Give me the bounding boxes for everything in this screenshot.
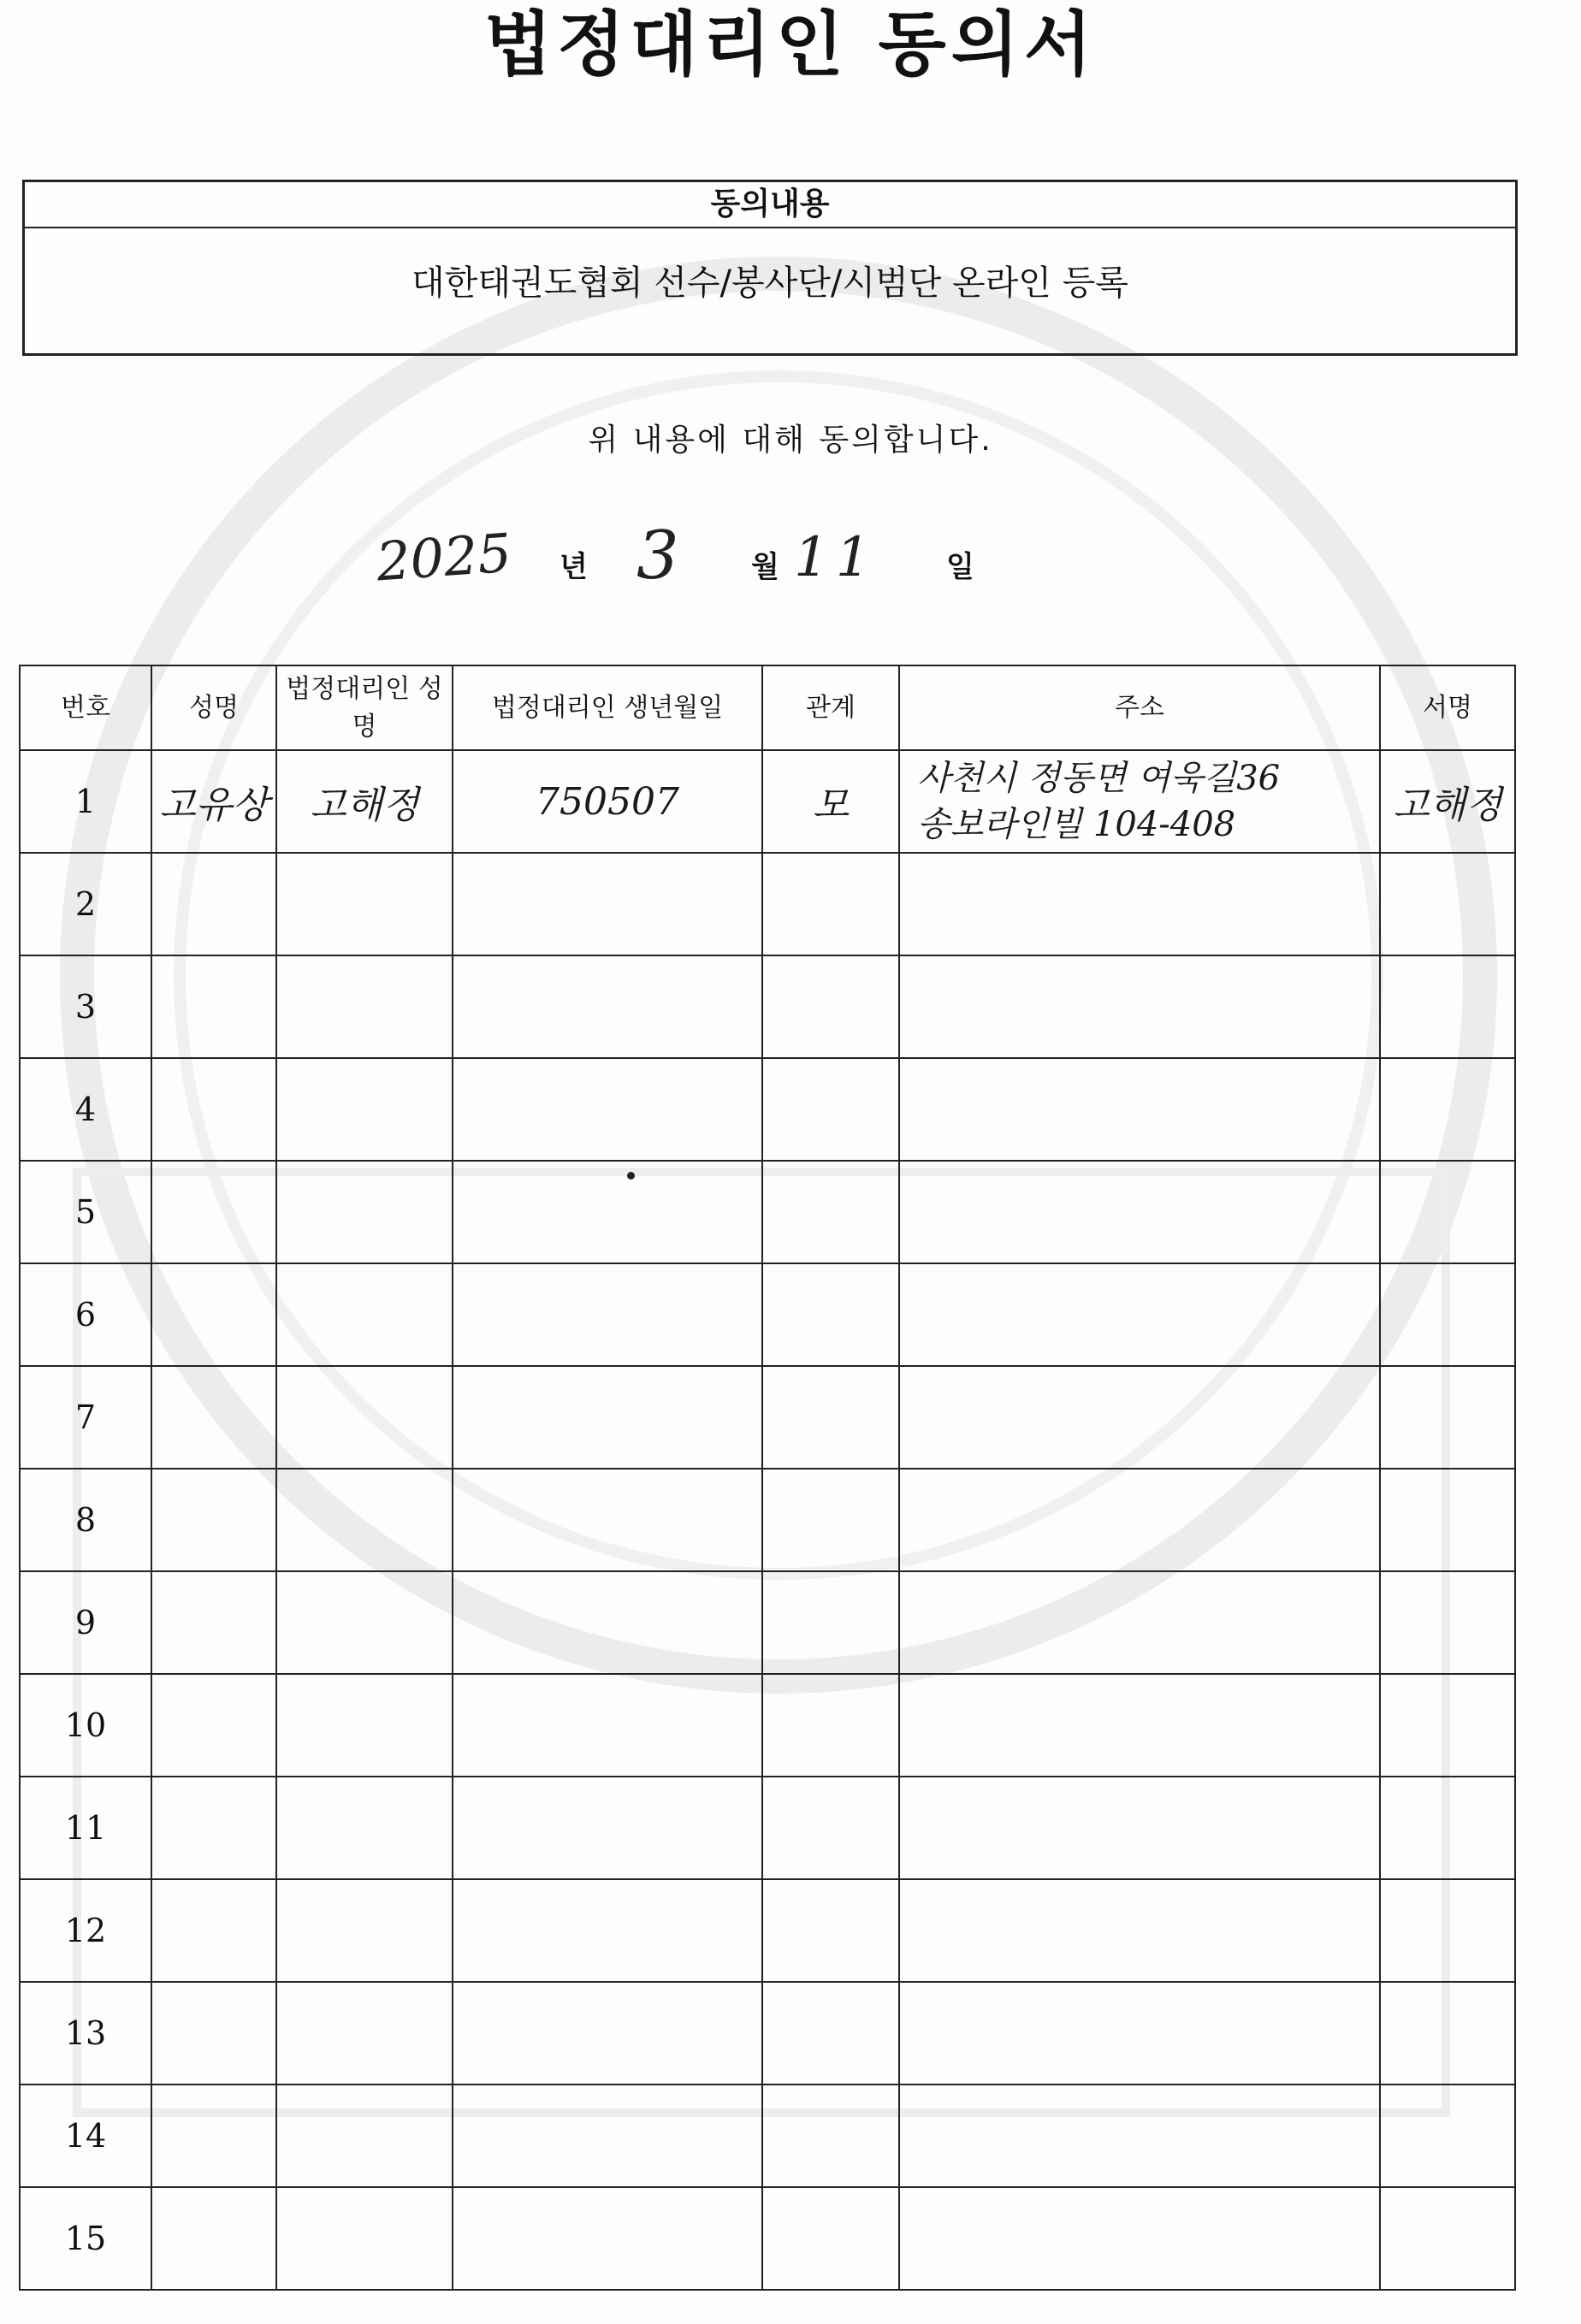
registration-table-wrap bbox=[19, 665, 1514, 2291]
address-field[interactable] bbox=[899, 1674, 1380, 1777]
signature-field[interactable] bbox=[1380, 1777, 1515, 1879]
guardian-birth-field[interactable] bbox=[453, 1571, 762, 1674]
table-row bbox=[20, 1777, 1515, 1879]
table-header-row bbox=[20, 665, 1515, 750]
table-row bbox=[20, 955, 1515, 1058]
name-field[interactable] bbox=[151, 2085, 276, 2187]
consent-text: 대한태권도협회 선수/봉사단/시범단 온라인 등록 bbox=[412, 263, 1128, 303]
guardian-name-field[interactable] bbox=[276, 1161, 453, 1263]
table-row bbox=[20, 2187, 1515, 2290]
address-field[interactable] bbox=[899, 1571, 1380, 1674]
agreement-statement: 위 내용에 대해 동의합니다. bbox=[588, 423, 993, 458]
name-field[interactable] bbox=[151, 1571, 276, 1674]
address-field[interactable] bbox=[899, 1161, 1380, 1263]
table-row bbox=[20, 750, 1515, 853]
guardian-name-field[interactable] bbox=[276, 853, 453, 955]
name-field[interactable] bbox=[151, 955, 276, 1058]
guardian-birth-field[interactable] bbox=[453, 1674, 762, 1777]
header-address: 주소 bbox=[899, 665, 1380, 750]
relation-field-value: 모 bbox=[812, 784, 850, 827]
relation-field[interactable] bbox=[762, 1469, 899, 1571]
address-field[interactable] bbox=[899, 2187, 1380, 2290]
row-number: 7 bbox=[20, 1366, 151, 1469]
row-number: 4 bbox=[20, 1058, 151, 1161]
guardian-birth-field[interactable] bbox=[453, 1263, 762, 1366]
table-row bbox=[20, 1879, 1515, 1982]
signature-field[interactable] bbox=[1380, 1674, 1515, 1777]
guardian-birth-field-value: 750507 bbox=[536, 779, 679, 824]
name-field[interactable] bbox=[151, 1982, 276, 2085]
signature-field[interactable] bbox=[1380, 955, 1515, 1058]
header-signature: 서명 bbox=[1380, 665, 1515, 750]
guardian-birth-field[interactable] bbox=[453, 853, 762, 955]
guardian-birth-field[interactable] bbox=[453, 955, 762, 1058]
guardian-name-field[interactable] bbox=[276, 1366, 453, 1469]
signature-field[interactable] bbox=[1380, 2187, 1515, 2290]
ink-dot bbox=[627, 1172, 635, 1180]
signature-field[interactable] bbox=[1380, 1058, 1515, 1161]
year-label: 년 bbox=[560, 550, 588, 584]
relation-field[interactable] bbox=[762, 1879, 899, 1982]
date-month: 3 bbox=[637, 517, 679, 594]
registration-table bbox=[19, 665, 1516, 2291]
relation-field[interactable] bbox=[762, 1058, 899, 1161]
table-row bbox=[20, 1982, 1515, 2085]
table-row bbox=[20, 1571, 1515, 1674]
address-line-1: 사천시 정동면 여욱길36 bbox=[917, 759, 1281, 798]
guardian-birth-field[interactable] bbox=[453, 750, 762, 853]
name-field[interactable] bbox=[151, 1879, 276, 1982]
guardian-name-field[interactable] bbox=[276, 1263, 453, 1366]
signature-field[interactable] bbox=[1380, 1366, 1515, 1469]
guardian-name-field[interactable] bbox=[276, 1469, 453, 1571]
relation-field[interactable] bbox=[762, 1263, 899, 1366]
row-number: 12 bbox=[20, 1879, 151, 1982]
guardian-birth-field[interactable] bbox=[453, 1161, 762, 1263]
address-field[interactable] bbox=[899, 853, 1380, 955]
relation-field[interactable] bbox=[762, 955, 899, 1058]
table-row bbox=[20, 2085, 1515, 2187]
header-guardian-birth: 법정대리인 생년월일 bbox=[453, 665, 762, 750]
guardian-name-field[interactable] bbox=[276, 1058, 453, 1161]
name-field[interactable] bbox=[151, 750, 276, 853]
relation-field[interactable] bbox=[762, 1571, 899, 1674]
guardian-name-field[interactable] bbox=[276, 1674, 453, 1777]
address-field[interactable] bbox=[899, 1058, 1380, 1161]
consent-box bbox=[22, 180, 1518, 356]
row-number: 1 bbox=[20, 750, 151, 853]
row-number: 5 bbox=[20, 1161, 151, 1263]
name-field[interactable] bbox=[151, 2187, 276, 2290]
date-day: 11 bbox=[794, 526, 878, 589]
document-title: 법정대리인 동의서 bbox=[483, 3, 1098, 86]
relation-field[interactable] bbox=[762, 1161, 899, 1263]
guardian-birth-field[interactable] bbox=[453, 1366, 762, 1469]
guardian-name-field[interactable] bbox=[276, 750, 453, 853]
row-number: 11 bbox=[20, 1777, 151, 1879]
guardian-birth-field[interactable] bbox=[453, 1982, 762, 2085]
guardian-birth-field[interactable] bbox=[453, 1469, 762, 1571]
table-row bbox=[20, 1263, 1515, 1366]
signature-field[interactable] bbox=[1380, 750, 1515, 853]
header-number: 번호 bbox=[20, 665, 151, 750]
guardian-birth-field[interactable] bbox=[453, 2187, 762, 2290]
relation-field[interactable] bbox=[762, 1777, 899, 1879]
name-field[interactable] bbox=[151, 1263, 276, 1366]
relation-field[interactable] bbox=[762, 853, 899, 955]
address-line-2: 송보라인빌 104-408 bbox=[917, 805, 1236, 844]
table-row bbox=[20, 853, 1515, 955]
month-label: 월 bbox=[751, 550, 779, 584]
row-number: 13 bbox=[20, 1982, 151, 2085]
relation-field[interactable] bbox=[762, 1674, 899, 1777]
signature-field[interactable] bbox=[1380, 2085, 1515, 2187]
table-row bbox=[20, 1469, 1515, 1571]
signature-field-value: 고해정 bbox=[1393, 784, 1502, 827]
row-number: 15 bbox=[20, 2187, 151, 2290]
name-field[interactable] bbox=[151, 853, 276, 955]
row-number: 9 bbox=[20, 1571, 151, 1674]
address-field[interactable] bbox=[899, 1879, 1380, 1982]
guardian-birth-field[interactable] bbox=[453, 1777, 762, 1879]
guardian-birth-field[interactable] bbox=[453, 1058, 762, 1161]
guardian-name-field[interactable] bbox=[276, 2187, 453, 2290]
name-field[interactable] bbox=[151, 1469, 276, 1571]
signature-field[interactable] bbox=[1380, 1982, 1515, 2085]
name-field[interactable] bbox=[151, 1777, 276, 1879]
relation-field[interactable] bbox=[762, 1366, 899, 1469]
address-field[interactable] bbox=[899, 1777, 1380, 1879]
signature-field[interactable] bbox=[1380, 1263, 1515, 1366]
row-number: 2 bbox=[20, 853, 151, 955]
consent-header: 동의내용 bbox=[25, 182, 1515, 228]
row-number: 10 bbox=[20, 1674, 151, 1777]
relation-field[interactable] bbox=[762, 1982, 899, 2085]
table-row bbox=[20, 1161, 1515, 1263]
guardian-birth-field[interactable] bbox=[453, 1879, 762, 1982]
date-year: 2025 bbox=[374, 521, 514, 594]
day-label: 일 bbox=[946, 550, 974, 584]
address-field[interactable] bbox=[899, 1366, 1380, 1469]
row-number: 14 bbox=[20, 2085, 151, 2187]
guardian-name-field[interactable] bbox=[276, 955, 453, 1058]
row-number: 6 bbox=[20, 1263, 151, 1366]
name-field[interactable] bbox=[151, 1058, 276, 1161]
name-field[interactable] bbox=[151, 1161, 276, 1263]
address-field[interactable] bbox=[899, 1263, 1380, 1366]
name-field[interactable] bbox=[151, 1366, 276, 1469]
name-field-value: 고유상 bbox=[159, 784, 269, 827]
header-guardian-name: 법정대리인 성명 bbox=[276, 665, 453, 750]
table-row bbox=[20, 1674, 1515, 1777]
guardian-name-field[interactable] bbox=[276, 1777, 453, 1879]
row-number: 8 bbox=[20, 1469, 151, 1571]
signature-field[interactable] bbox=[1380, 1571, 1515, 1674]
name-field[interactable] bbox=[151, 1674, 276, 1777]
relation-field[interactable] bbox=[762, 750, 899, 853]
date-line bbox=[0, 517, 1581, 603]
signature-field[interactable] bbox=[1380, 853, 1515, 955]
header-relation: 관계 bbox=[762, 665, 899, 750]
signature-field[interactable] bbox=[1380, 1879, 1515, 1982]
address-field[interactable] bbox=[899, 750, 1380, 853]
relation-field[interactable] bbox=[762, 2085, 899, 2187]
row-number: 3 bbox=[20, 955, 151, 1058]
relation-field[interactable] bbox=[762, 2187, 899, 2290]
table-row bbox=[20, 1058, 1515, 1161]
address-field[interactable] bbox=[899, 1982, 1380, 2085]
address-field[interactable] bbox=[899, 1469, 1380, 1571]
guardian-birth-field[interactable] bbox=[453, 2085, 762, 2187]
guardian-name-field-value: 고해정 bbox=[310, 784, 419, 827]
address-field[interactable] bbox=[899, 955, 1380, 1058]
table-row bbox=[20, 1366, 1515, 1469]
signature-field[interactable] bbox=[1380, 1469, 1515, 1571]
guardian-name-field[interactable] bbox=[276, 1571, 453, 1674]
header-name: 성명 bbox=[151, 665, 276, 750]
address-field[interactable] bbox=[899, 2085, 1380, 2187]
guardian-name-field[interactable] bbox=[276, 1982, 453, 2085]
guardian-name-field[interactable] bbox=[276, 1879, 453, 1982]
signature-field[interactable] bbox=[1380, 1161, 1515, 1263]
guardian-name-field[interactable] bbox=[276, 2085, 453, 2187]
